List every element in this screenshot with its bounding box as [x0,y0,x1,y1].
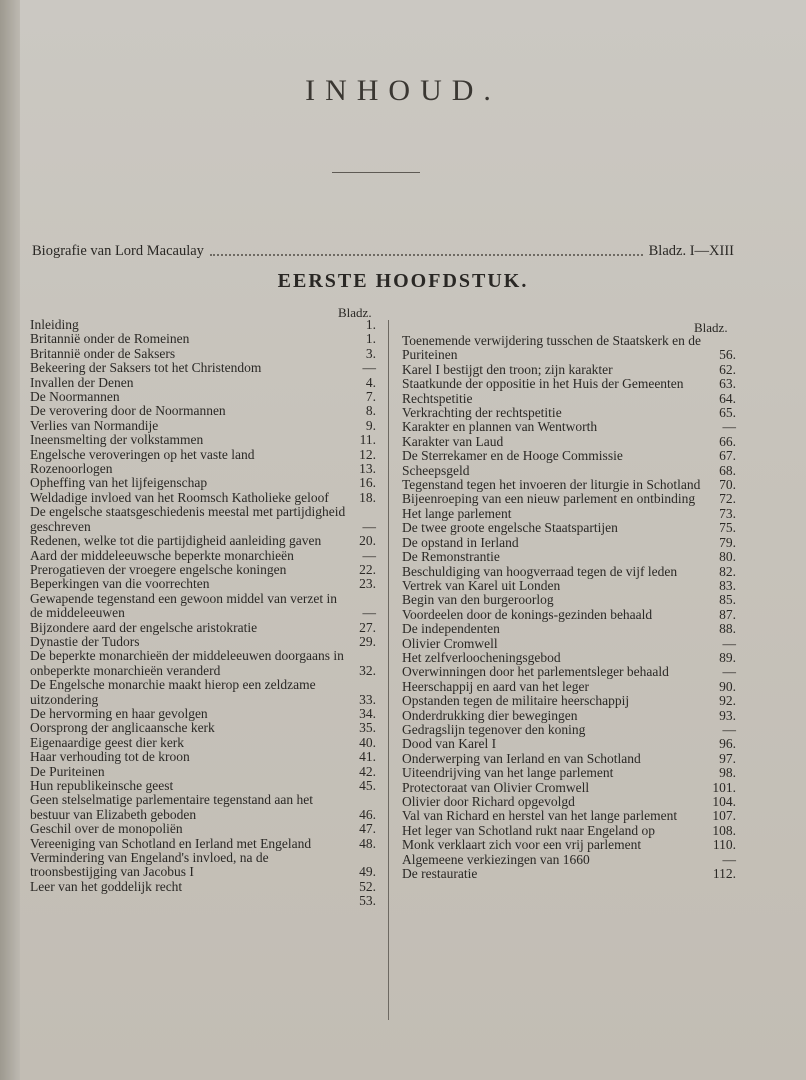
toc-entry [402,593,736,607]
toc-entry [402,709,736,723]
toc-entry-title: Prerogatieven der vroegere engelsche koningen [30,561,287,577]
toc-entry [30,592,376,621]
toc-entry-page: 32. [359,662,376,678]
toc-entry-page: 65. [719,405,736,421]
toc-entry-title: Bijzondere aard der engelsche aristokratie [30,619,258,635]
toc-entry-page: 108. [712,822,736,838]
toc-entry [30,347,376,361]
toc-entry-page: 92. [719,693,736,709]
toc-entry-page: 52. [359,878,376,894]
toc-entry [402,392,736,406]
left-toc-column [30,318,376,909]
toc-entry-title: De verovering door de Noormannen [30,403,226,419]
toc-entry [402,521,736,535]
toc-entry-title: Eigenaardige geest dier kerk [30,734,185,750]
biography-label: Biografie van Lord Macaulay [32,243,204,259]
toc-entry [402,507,736,521]
toc-entry-title: Britannië onder de Saksers [30,345,176,361]
toc-entry-page: 79. [719,534,736,550]
toc-entry-page: 18. [359,489,376,505]
toc-entry-title: Het leger van Schotland rukt naar Engeland op [402,822,656,838]
toc-entry-title: Voordeelen door de konings-gezinden behaald [402,606,653,622]
biography-page-ref: Bladz. I—XIII [648,243,734,259]
toc-entry-page: 63. [719,376,736,392]
toc-entry-title: Geschil over de monopoliën [30,821,183,837]
toc-entry-title: Onderwerping van Ierland en van Schotland [402,750,641,766]
toc-entry-title: Dood van Karel I [402,736,497,752]
toc-entry [30,505,376,534]
toc-entry-title: Monk verklaart zich voor een vrij parlement [402,837,642,853]
toc-entry-title: Karakter van Laud [402,433,504,449]
toc-entry [402,420,736,434]
toc-entry-title: Dynastie der Tudors [30,633,140,649]
toc-entry-page: 89. [719,649,736,665]
toc-entry-title: Gedragslijn tegenover den koning [402,721,586,737]
toc-entry-title: Inleiding [30,317,79,332]
toc-entry-page: 75. [719,520,736,536]
toc-entry-title: Rozenoorlogen [30,461,113,477]
toc-entry [402,565,736,579]
left-column-header: Bladz. [338,305,372,320]
toc-entry-page: 101. [712,779,736,795]
toc-entry-page: 104. [712,794,736,809]
toc-entry [402,334,736,363]
toc-entry-page: — [722,419,736,435]
toc-entry [30,419,376,433]
toc-entry [30,549,376,563]
toc-entry-page: — [722,664,736,680]
toc-entry-page: 11. [359,432,376,448]
toc-entry-page: 3. [365,345,376,361]
toc-entry [30,534,376,548]
toc-entry [30,361,376,375]
toc-entry-page: — [362,605,376,621]
toc-entry [402,449,736,463]
toc-entry-page: 34. [359,705,376,721]
toc-entry [30,851,376,880]
toc-entry [402,853,736,867]
toc-entry-page: 85. [719,592,736,608]
toc-entry-title: Leer van het goddelijk recht [30,878,183,894]
toc-entry-page: — [362,547,376,563]
toc-entry [402,435,736,449]
leader-dots [210,253,643,256]
toc-entry [402,536,736,550]
toc-entry-page: 88. [719,621,736,637]
toc-entry-page: 1. [365,331,376,347]
page-edge-shadow [0,0,20,1080]
toc-entry-page: 35. [359,720,376,736]
toc-entry [402,478,736,492]
toc-entry-title: Karel I bestijgt den troon; zijn karakter [402,361,613,377]
toc-entry [402,680,736,694]
toc-entry-title: Het lange parlement [402,505,512,521]
toc-entry-page: 40. [359,734,376,750]
toc-entry-page: — [362,518,376,534]
toc-entry-page: 12. [359,446,376,462]
toc-entry-title: De Puriteinen [30,763,105,779]
toc-entry-title: De beperkte monarchieën der middeleeuwen doorgaans in onbeperkte monarchieën veranderd [30,648,344,678]
toc-entry-page: 72. [719,491,736,507]
toc-entry [402,608,736,622]
toc-entry [30,390,376,404]
toc-entry-page: 82. [719,563,736,579]
toc-entry-page: 33. [359,691,376,707]
toc-entry [30,318,376,332]
toc-entry-page: 83. [719,577,736,593]
toc-entry [30,880,376,894]
toc-entry [402,651,736,665]
toc-entry-page: — [722,851,736,867]
toc-entry-title: Gewapende tegenstand een gewoon middel van verzet in de middeleeuwen [30,590,338,621]
toc-entry-title: De engelsche staatsgeschiedenis meestal met partijdigheid geschreven [30,504,346,534]
toc-entry-title: Algemeene verkiezingen van 1660 [402,851,590,867]
toc-entry-page: 49. [359,864,376,880]
toc-entry [402,377,736,391]
toc-entry-title: Heerschappij en aard van het leger [402,678,590,694]
toc-entry [30,621,376,635]
toc-entry [402,622,736,636]
toc-entry-page: 67. [719,448,736,464]
toc-entry-title: Val van Richard en herstel van het lange parlement [402,808,678,824]
column-divider [388,320,389,1020]
toc-entry-title: Verlies van Normandije [30,417,159,433]
toc-entry-page: 23. [359,576,376,592]
toc-entry-page: 70. [719,477,736,493]
toc-entry-page: — [722,635,736,651]
toc-entry-title: Opheffing van het lijfeigenschap [30,475,208,491]
toc-entry-page: — [362,360,376,376]
toc-entry-page: 98. [719,765,736,781]
toc-entry-page: 107. [712,808,736,824]
toc-entry-title: Invallen der Denen [30,374,134,390]
toc-entry [402,781,736,795]
toc-entry-page: 20. [359,533,376,549]
toc-entry [402,795,736,809]
toc-entry-page: 42. [359,763,376,779]
toc-entry-title: Uiteendrijving van het lange parlement [402,765,614,781]
toc-entry-title: Tegenstand tegen het invoeren der liturgie in Schotland [402,477,701,493]
toc-entry-title: De twee groote engelsche Staatspartijen [402,520,618,536]
toc-entry-page: 16. [359,475,376,491]
toc-entry [402,867,736,881]
toc-entry [402,464,736,478]
toc-entry-page: 87. [719,606,736,622]
toc-entry-title: Vermindering van Engeland's invloed, na de troonsbestijging van Jacobus I [30,850,269,880]
toc-entry-title: De independenten [402,621,500,637]
toc-entry-title: De Remonstrantie [402,549,500,565]
toc-entry-title: Karakter en plannen van Wentworth [402,419,598,435]
toc-entry [30,750,376,764]
toc-entry-page: 22. [359,561,376,577]
toc-entry [30,649,376,678]
toc-entry-page: 110. [712,837,736,853]
toc-entry-title: Verkrachting der rechtspetitie [402,405,562,421]
toc-entry [30,736,376,750]
toc-entry-title: De Engelsche monarchie maakt hierop een zeldzame uitzondering [30,677,316,707]
toc-entry-page: 7. [365,389,376,405]
toc-entry [402,492,736,506]
toc-trailing-page-number [30,894,376,908]
toc-entry-page: 47. [359,821,376,837]
toc-entry-page: 62. [719,361,736,377]
toc-entry-page: 46. [359,806,376,822]
toc-entry [402,752,736,766]
toc-entry [30,376,376,390]
toc-entry [30,721,376,735]
toc-entry-title: Engelsche veroveringen op het vaste land [30,446,255,462]
toc-entry-title: De restauratie [402,866,478,882]
toc-entry-page: 93. [719,707,736,723]
toc-entry-title: Oorsprong der anglicaansche kerk [30,720,215,736]
toc-entry-page: — [722,721,736,737]
toc-entry [30,822,376,836]
toc-entry-title: Onderdrukking dier bewegingen [402,707,578,723]
toc-entry-title: De hervorming en haar gevolgen [30,705,208,721]
toc-entry-page: 97. [719,750,736,766]
toc-entry [30,635,376,649]
toc-entry-title: Britannië onder de Romeinen [30,331,190,347]
toc-entry-page: 13. [359,461,376,477]
toc-entry [402,550,736,564]
toc-entry-title: Beschuldiging van hoogverraad tegen de vijf leden [402,563,678,579]
toc-entry-page: 68. [719,462,736,478]
right-toc-column [402,334,736,881]
toc-entry-title: Toenemende verwijdering tusschen de Staatskerk en de Puriteinen [402,333,701,363]
toc-entry-page: 4. [365,374,376,390]
toc-entry-title: Begin van den burgeroorlog [402,592,554,608]
toc-entry [30,765,376,779]
toc-entry-title: Opstanden tegen de militaire heerschappij [402,693,630,709]
toc-entry-title: Aard der middeleeuwsche beperkte monarchieën [30,547,294,563]
toc-entry-title: Rechtspetitie [402,390,473,406]
toc-entry [402,579,736,593]
toc-entry [30,491,376,505]
toc-entry [30,462,376,476]
title-rule [332,172,420,173]
toc-entry-title: Olivier door Richard opgevolgd [402,794,575,809]
toc-entry-title: Vereeniging van Schotland en Ierland met Engeland [30,835,312,851]
toc-entry-page: 29. [359,633,376,649]
toc-entry [402,824,736,838]
toc-entry [30,779,376,793]
toc-entry-page: 41. [359,749,376,765]
toc-entry [402,665,736,679]
toc-entry [30,404,376,418]
toc-entry-title: Weldadige invloed van het Roomsch Katholieke geloof [30,489,329,505]
toc-entry-page: 90. [719,678,736,694]
toc-entry [402,637,736,651]
toc-entry [402,723,736,737]
page-title: INHOUD. [305,74,501,107]
toc-entry [402,766,736,780]
toc-entry [30,678,376,707]
toc-entry-page: 48. [359,835,376,851]
toc-entry-title: Haar verhouding tot de kroon [30,749,190,765]
toc-entry-title: Ineensmelting der volkstammen [30,432,204,448]
toc-entry-page: 53. [359,893,376,909]
toc-entry-page: 9. [365,417,376,433]
toc-entry-title: De Noormannen [30,389,120,405]
toc-entry-page: 1. [365,317,376,332]
chapter-heading: EERSTE HOOFDSTUK. [277,270,529,292]
toc-entry [30,793,376,822]
toc-entry [30,448,376,462]
toc-entry-title: Beperkingen van die voorrechten [30,576,210,592]
toc-entry-page: 73. [719,505,736,521]
biography-entry [32,229,734,260]
toc-entry-title: Redenen, welke tot die partijdigheid aanleiding gaven [30,533,322,549]
toc-entry-page: 96. [719,736,736,752]
toc-entry-page: 112. [712,866,736,882]
right-column-header: Bladz. [694,320,728,335]
toc-entry-title: Scheepsgeld [402,462,470,478]
toc-entry-title: De Sterrekamer en de Hooge Commissie [402,448,623,464]
toc-entry [402,737,736,751]
toc-entry-title: Staatkunde der oppositie in het Huis der Gemeenten [402,376,684,392]
toc-entry-title: Overwinningen door het parlementsleger behaald [402,664,669,680]
toc-entry [30,332,376,346]
toc-entry-title: Bijeenroeping van een nieuw parlement en ontbinding [402,491,696,507]
toc-entry-page: 27. [359,619,376,635]
toc-entry [30,707,376,721]
toc-entry-title: Bekeering der Saksers tot het Christendom [30,360,262,376]
toc-entry-title: Olivier Cromwell [402,635,498,651]
toc-entry [402,809,736,823]
toc-entry-page: 80. [719,549,736,565]
toc-entry-page: 56. [719,347,736,363]
toc-entry [402,694,736,708]
toc-entry-title: Het zelfverloocheningsgebod [402,649,561,665]
toc-entry-page: 64. [719,390,736,406]
toc-entry-title: Hun republikeinsche geest [30,778,174,793]
toc-entry-page: 45. [359,778,376,793]
toc-entry [402,363,736,377]
toc-entry [30,563,376,577]
toc-entry [402,838,736,852]
toc-entry-title: Protectoraat van Olivier Cromwell [402,779,590,795]
toc-entry-title: De opstand in Ierland [402,534,519,550]
toc-entry-page: 66. [719,433,736,449]
toc-entry [30,433,376,447]
toc-entry-title: Vertrek van Karel uit Londen [402,577,561,593]
toc-entry [402,406,736,420]
toc-entry-title: Geen stelselmatige parlementaire tegenstand aan het bestuur van Elizabeth geboden [30,792,313,822]
toc-entry [30,577,376,591]
toc-entry [30,837,376,851]
toc-entry-page: 8. [365,403,376,419]
toc-entry [30,476,376,490]
